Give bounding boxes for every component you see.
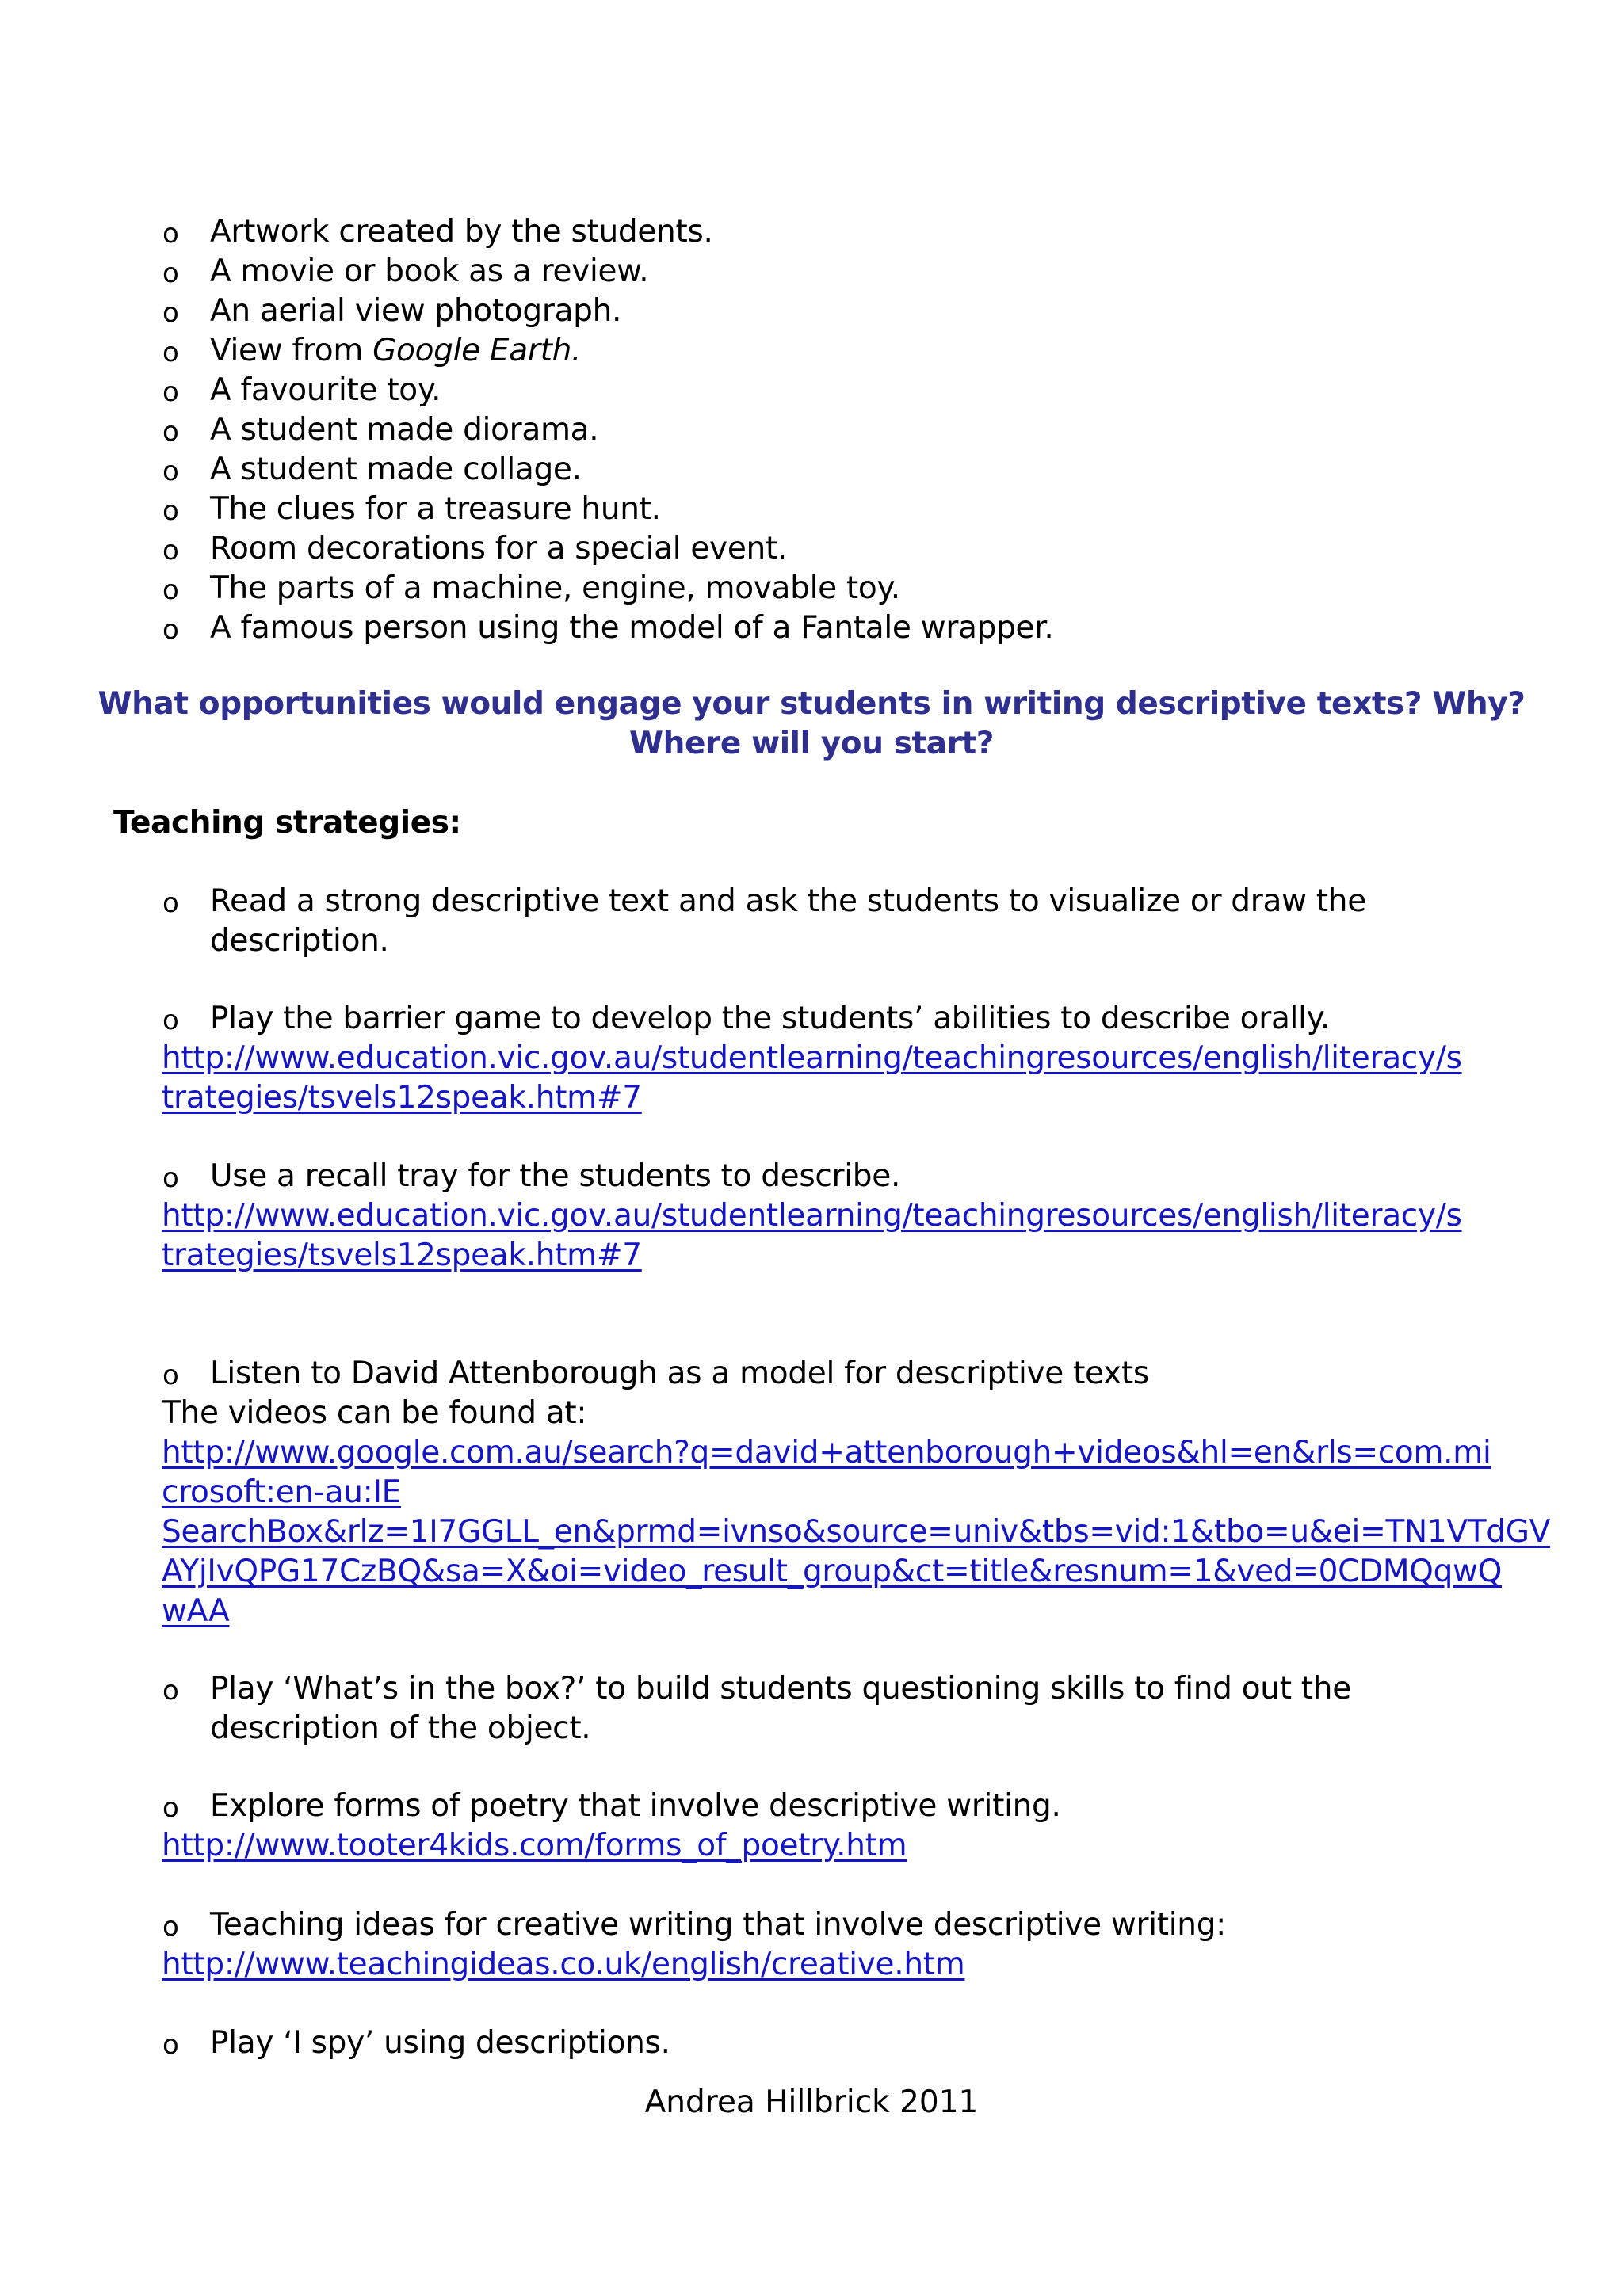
attenborough-videos-link[interactable]: wAA	[162, 1593, 230, 1629]
bullet-marker: o	[162, 535, 179, 566]
attenborough-videos-link[interactable]: AYjIvQPG17CzBQ&sa=X&oi=video_result_group&ct=title&resnum=1&ved=0CDMQqwQ	[162, 1554, 1503, 1589]
list-item: A famous person using the model of a Fantale wrapper.	[210, 610, 1054, 646]
barrier-game-link[interactable]: http://www.education.vic.gov.au/studentlearning/teachingresources/english/literacy/s	[162, 1040, 1462, 1076]
bullet-marker: o	[162, 1360, 179, 1391]
strategy-text: Read a strong descriptive text and ask the students to visualize or draw the	[210, 883, 1366, 919]
recall-tray-link[interactable]: trategies/tsvels12speak.htm#7	[162, 1238, 642, 1273]
bullet-marker: o	[162, 456, 179, 487]
bullet-marker: o	[162, 297, 179, 329]
footer-author: Andrea Hillbrick 2011	[644, 2084, 979, 2120]
bullet-marker: o	[162, 1162, 179, 1194]
bullet-marker: o	[162, 1005, 179, 1036]
poetry-forms-link[interactable]: http://www.tooter4kids.com/forms_of_poetry.htm	[162, 1828, 907, 1863]
list-item: The clues for a treasure hunt.	[210, 491, 661, 527]
list-item-text: View from	[210, 333, 373, 368]
google-earth-text: Google Earth.	[372, 333, 582, 368]
bullet-marker: o	[162, 574, 179, 606]
bullet-marker: o	[162, 257, 179, 289]
bullet-marker: o	[162, 614, 179, 646]
strategy-text: Play ‘What’s in the box?’ to build students questioning skills to find out the	[210, 1671, 1351, 1707]
attenborough-videos-link[interactable]: SearchBox&rlz=1I7GGLL_en&prmd=ivnso&source=univ&tbs=vid:1&tbo=u&ei=TN1VTdGV	[162, 1514, 1551, 1550]
strategy-text: Use a recall tray for the students to describe.	[210, 1158, 901, 1194]
attenborough-videos-link[interactable]: crosoft:en-au:IE	[162, 1474, 402, 1510]
bullet-marker: o	[162, 1675, 179, 1707]
question-line-1: What opportunities would engage your students in writing descriptive texts? Why?	[97, 686, 1526, 722]
bullet-marker: o	[162, 1911, 179, 1943]
strategy-subtext: The videos can be found at:	[162, 1395, 587, 1431]
strategy-text: Play the barrier game to develop the students’ abilities to describe orally.	[210, 1001, 1330, 1036]
recall-tray-link[interactable]: http://www.education.vic.gov.au/studentlearning/teachingresources/english/literacy/s	[162, 1198, 1462, 1234]
bullet-marker: o	[162, 376, 179, 408]
bullet-marker: o	[162, 337, 179, 368]
strategy-text: Explore forms of poetry that involve descriptive writing.	[210, 1788, 1061, 1824]
list-item: An aerial view photograph.	[210, 293, 622, 329]
list-item: A favourite toy.	[210, 372, 441, 408]
list-item: Artwork created by the students.	[210, 214, 713, 250]
bullet-marker: o	[162, 887, 179, 919]
bullet-marker: o	[162, 416, 179, 448]
list-item: A movie or book as a review.	[210, 254, 649, 289]
strategy-text: description of the object.	[210, 1711, 591, 1746]
strategy-text: Play ‘I spy’ using descriptions.	[210, 2025, 670, 2061]
strategy-text: Teaching ideas for creative writing that involve descriptive writing:	[210, 1907, 1226, 1943]
bullet-marker: o	[162, 2029, 179, 2061]
creative-writing-link[interactable]: http://www.teachingideas.co.uk/english/creative.htm	[162, 1947, 965, 1982]
section-heading: Teaching strategies:	[113, 805, 461, 841]
list-item	[210, 331, 581, 371]
bullet-marker: o	[162, 495, 179, 527]
list-item: A student made diorama.	[210, 412, 599, 448]
barrier-game-link[interactable]: trategies/tsvels12speak.htm#7	[162, 1080, 642, 1116]
attenborough-videos-link[interactable]: http://www.google.com.au/search?q=david+attenborough+videos&hl=en&rls=com.mi	[162, 1435, 1491, 1470]
list-item: Room decorations for a special event.	[210, 531, 788, 566]
strategy-text: Listen to David Attenborough as a model for descriptive texts	[210, 1356, 1149, 1391]
list-item: A student made collage.	[210, 452, 582, 487]
question-line-2: Where will you start?	[628, 726, 995, 761]
list-item: The parts of a machine, engine, movable toy.	[210, 570, 900, 606]
bullet-marker: o	[162, 1792, 179, 1824]
strategy-text: description.	[210, 923, 389, 959]
bullet-marker: o	[162, 218, 179, 250]
